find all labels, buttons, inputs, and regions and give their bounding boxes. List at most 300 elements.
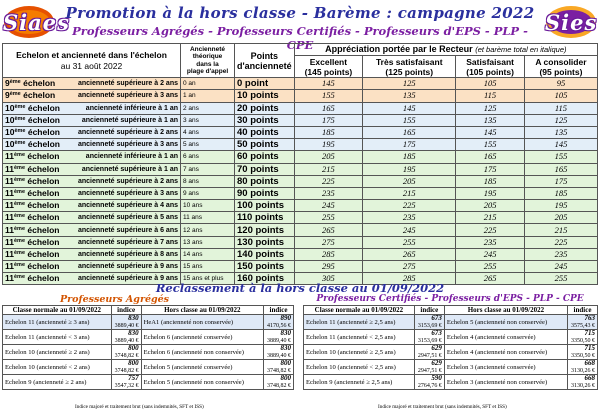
score-tres-satisfaisant: 185 [363,151,456,163]
header-echelon-line2: au 31 août 2022 [60,60,123,71]
echelon-word: échelon [25,175,60,186]
header-appreciation-note: (et barème total en italique) [475,45,567,55]
header-tres-satisfaisant-points: (125 points) [385,66,434,77]
score-tres-satisfaisant: 195 [363,163,456,175]
header-anciennete-line2: théorique [192,53,223,61]
score-a-consolider: 205 [524,212,597,224]
anciennete-cell: 12 ans [181,224,235,236]
indice-cn-cell [111,345,141,360]
score-tres-satisfaisant: 165 [363,126,456,138]
header-echelon [3,44,181,78]
indice-cn-cell [414,345,444,360]
echelon-suffix-sup: ème [14,140,26,147]
table-row [3,236,598,248]
echelon-number: 10 [5,102,15,113]
echelon-cell [3,102,181,114]
echelon-condition: ancienneté supérieure à 9 ans [78,275,178,283]
indice-hc-value: 668 [584,374,595,382]
points-cell: 90 points [235,187,295,199]
score-satisfaisant: 155 [456,139,525,151]
table-row [3,102,598,114]
anciennete-cell: 4 ans [181,126,235,138]
traitement-cn-value: 3547,32 € [114,382,139,389]
indice-hc-value: 830 [280,344,291,352]
points-cell: 80 points [235,175,295,187]
indice-cn-value: 590 [431,374,442,382]
echelon-suffix-sup: ème [14,274,26,281]
score-satisfaisant: 245 [456,248,525,260]
hors-classe-cell: Echelon 4 (ancienneté conservée) [444,330,567,345]
score-excellent: 195 [294,139,363,151]
table-row [3,212,598,224]
traitement-cn-value: 3748,82 € [114,352,139,359]
hors-classe-cell: Echelon 5 (ancienneté non conservée) [444,315,567,330]
echelon-label [5,176,60,186]
traitement-cn-value: 2947,51 € [417,367,442,374]
echelon-number: 11 [5,273,14,284]
header-anciennete-line3: dans la [196,60,219,68]
echelon-number: 11 [5,248,14,259]
indice-cn-cell [111,375,141,390]
echelon-word: échelon [25,114,60,125]
echelon-word: échelon [25,102,60,113]
echelon-number: 11 [5,261,14,272]
echelon-suffix-sup: ème [14,237,26,244]
hors-classe-cell: Echelon 4 (ancienneté non conservée) [444,345,567,360]
score-tres-satisfaisant: 235 [363,212,456,224]
agreges-footnote: Indice majoré et traitement brut (sans indemnités, SFT et ISS) [75,404,204,410]
echelon-word: échelon [25,212,60,223]
header-points [235,44,295,78]
traitement-hc-value: 3130,26 € [571,382,595,389]
header-satisfaisant [456,56,525,78]
indice-cn-value: 800 [128,359,139,367]
score-excellent: 285 [294,248,363,260]
echelon-cell [3,78,181,90]
points-cell: 160 points [235,273,295,285]
echelon-suffix-sup: ème [14,152,26,159]
reclass-row [3,345,294,360]
score-a-consolider: 185 [524,187,597,199]
echelon-condition: ancienneté supérieure à 1 an [81,116,178,124]
reclass-row [3,315,294,330]
echelon-word: échelon [25,224,60,235]
echelon-label [5,164,60,174]
score-a-consolider: 125 [524,114,597,126]
reclassement-title: Reclassement à la hors classe au 01/09/2022 [155,281,445,295]
points-cell: 60 points [235,151,295,163]
anciennete-cell: 2 ans [181,102,235,114]
score-satisfaisant: 115 [456,90,525,102]
echelon-label [5,237,60,247]
score-excellent: 215 [294,163,363,175]
score-a-consolider: 135 [524,126,597,138]
score-excellent: 265 [294,224,363,236]
table-row [3,90,598,102]
traitement-cn-value: 2947,51 € [417,352,442,359]
echelon-condition: ancienneté supérieure à 6 ans [78,226,178,234]
traitement-cn-value: 3889,40 € [114,322,139,329]
echelon-suffix-sup: ème [14,201,26,208]
indice-cn-value: 629 [431,344,442,352]
indice-cn-cell [414,360,444,375]
table-row [3,224,598,236]
points-cell: 40 points [235,126,295,138]
echelon-cell [3,212,181,224]
indice-hc-value: 763 [584,314,595,322]
score-a-consolider: 255 [524,273,597,285]
indice-cn-cell [414,315,444,330]
echelon-word: échelon [20,78,56,89]
table-row [3,163,598,175]
echelon-suffix-sup: ème [14,115,26,122]
echelon-suffix-sup: ème [14,188,26,195]
echelon-cell [3,126,181,138]
bareme-table [2,43,598,285]
certifies-header-indice2: indice [568,306,598,315]
echelon-number: 10 [5,114,15,125]
score-excellent: 235 [294,187,363,199]
score-tres-satisfaisant: 265 [363,248,456,260]
echelon-condition: ancienneté supérieure à 8 ans [78,250,178,258]
header-excellent [294,56,363,78]
echelon-suffix-sup: ème [14,128,26,135]
score-satisfaisant: 235 [456,236,525,248]
echelon-label [5,127,60,137]
table-row [3,248,598,260]
indice-cn-value: 673 [431,314,442,322]
indice-hc-cell [568,330,598,345]
score-tres-satisfaisant: 245 [363,224,456,236]
score-a-consolider: 245 [524,261,597,273]
anciennete-cell: 0 an [181,78,235,90]
score-satisfaisant: 125 [456,102,525,114]
echelon-number: 11 [5,175,14,186]
score-tres-satisfaisant: 125 [363,78,456,90]
indice-hc-cell [264,315,294,330]
echelon-number: 9 [5,90,10,101]
score-tres-satisfaisant: 255 [363,236,456,248]
score-a-consolider: 165 [524,163,597,175]
traitement-cn-value: 2764,76 € [417,382,442,389]
indice-cn-value: 673 [431,329,442,337]
echelon-number: 11 [5,212,14,223]
reclass-row [304,360,598,375]
echelon-suffix-sup: ème [14,103,26,110]
points-cell: 120 points [235,224,295,236]
reclass-row [304,345,598,360]
page-subtitle: Professeurs Agrégés - Professeurs Certifiés - Professeurs d'EPS - PLP - CPE [72,24,528,52]
points-cell: 50 points [235,139,295,151]
hors-classe-cell: Echelon 3 (ancienneté non conservée) [444,375,567,390]
echelon-number: 11 [5,151,14,162]
indice-cn-cell [111,360,141,375]
anciennete-cell: 9 ans [181,187,235,199]
certifies-header-hc: Hors classe au 01/09/2022 [444,306,567,315]
echelon-label [5,225,60,235]
page-title: Promotion à la hors classe - Barème : campagne 2022 [65,4,535,22]
echelon-condition: ancienneté supérieure à 2 ans [78,80,178,88]
echelon-condition: ancienneté supérieure à 4 ans [78,202,178,210]
classe-normale-cell: Echelon 9 (ancienneté ≥ 2,5 ans) [304,375,415,390]
points-cell: 0 point [235,78,295,90]
traitement-hc-value: 3889,40 € [267,352,291,359]
traitement-hc-value: 3748,82 € [267,367,291,374]
bareme-body [3,78,598,285]
echelon-cell [3,200,181,212]
header-anciennete-line1: Ancienneté [189,45,226,53]
score-a-consolider: 175 [524,175,597,187]
table-row [3,175,598,187]
score-a-consolider: 145 [524,139,597,151]
indice-hc-cell [568,360,598,375]
indice-hc-value: 830 [280,329,291,337]
points-cell: 130 points [235,236,295,248]
header-satisfaisant-points: (105 points) [466,66,514,77]
indice-cn-cell [414,330,444,345]
echelon-word: échelon [25,187,60,198]
indice-cn-value: 830 [128,314,139,322]
score-excellent: 245 [294,200,363,212]
score-satisfaisant: 105 [456,78,525,90]
echelon-suffix-sup: ème [14,249,26,256]
table-row [3,126,598,138]
echelon-label [5,261,60,271]
anciennete-cell: 5 ans [181,139,235,151]
score-satisfaisant: 215 [456,212,525,224]
header-excellent-points: (145 points) [304,66,353,77]
score-satisfaisant: 165 [456,151,525,163]
score-satisfaisant: 195 [456,187,525,199]
siaes-logo-text: Siaes [3,10,70,35]
traitement-hc-value: 3575,43 € [571,322,595,329]
echelon-label [5,78,55,88]
points-cell: 10 points [235,90,295,102]
reclassement-agreges-table [2,305,294,390]
classe-normale-cell: Echelon 9 (ancienneté ≥ 2 ans) [3,375,112,390]
table-row [3,78,598,90]
echelon-cell [3,139,181,151]
header-anciennete [181,44,235,78]
echelon-suffix-sup: ème [9,91,21,98]
score-satisfaisant: 265 [456,273,525,285]
anciennete-cell: 7 ans [181,163,235,175]
anciennete-cell: 13 ans [181,236,235,248]
hors-classe-cell: Echelon 6 (ancienneté conservée) [141,330,263,345]
header-appreciation-label: Appréciation portée par le Recteur [325,44,473,55]
indice-hc-value: 668 [584,359,595,367]
table-row [3,114,598,126]
reclass-row [304,375,598,390]
header-echelon-line1: Echelon et ancienneté dans l'échelon [16,49,167,60]
score-tres-satisfaisant: 285 [363,273,456,285]
echelon-cell [3,163,181,175]
score-excellent: 155 [294,90,363,102]
reclass-row [304,315,598,330]
traitement-hc-value: 3748,82 € [267,382,291,389]
indice-hc-cell [568,375,598,390]
certifies-header-indice1: indice [414,306,444,315]
echelon-cell [3,151,181,163]
anciennete-cell: 3 ans [181,114,235,126]
sies-logo-text: Sies [545,10,598,35]
score-satisfaisant: 135 [456,114,525,126]
echelon-word: échelon [20,90,56,101]
reclass-row [3,360,294,375]
traitement-hc-value: 3350,50 € [571,337,595,344]
score-satisfaisant: 225 [456,224,525,236]
traitement-cn-value: 3153,69 € [417,337,442,344]
score-tres-satisfaisant: 145 [363,102,456,114]
reclass-row [3,330,294,345]
hors-classe-cell: Echelon 5 (ancienneté conservée) [141,360,263,375]
score-tres-satisfaisant: 155 [363,114,456,126]
reclass-row [304,330,598,345]
echelon-label [5,188,60,198]
table-row [3,139,598,151]
score-satisfaisant: 205 [456,200,525,212]
indice-cn-value: 629 [431,359,442,367]
traitement-hc-value: 3889,40 € [267,337,291,344]
score-a-consolider: 195 [524,200,597,212]
agreges-table-body [3,315,294,390]
echelon-cell [3,261,181,273]
hors-classe-cell: HeA1 (ancienneté non conservée) [141,315,263,330]
echelon-label [5,200,60,210]
agreges-header-indice2: indice [264,306,294,315]
score-a-consolider: 225 [524,236,597,248]
anciennete-cell: 14 ans [181,248,235,260]
echelon-cell [3,175,181,187]
echelon-cell [3,248,181,260]
table-row [3,261,598,273]
header-a-consolider-points: (95 points) [539,66,583,77]
indice-cn-value: 800 [128,344,139,352]
echelon-label [5,103,60,113]
echelon-number: 11 [5,236,14,247]
sies-logo [545,4,597,40]
agreges-header-hc: Hors classe au 01/09/2022 [141,306,263,315]
traitement-hc-value: 4170,56 € [267,322,291,329]
anciennete-cell: 15 ans [181,261,235,273]
echelon-condition: ancienneté supérieure à 3 ans [78,189,178,197]
indice-hc-value: 890 [280,314,291,322]
classe-normale-cell: Echelon 11 (ancienneté ≥ 2,5 ans) [304,315,415,330]
classe-normale-cell: Echelon 11 (ancienneté < 2,5 ans) [304,330,415,345]
score-a-consolider: 155 [524,151,597,163]
header-a-consolider-label: A consolider [535,56,587,67]
echelon-suffix-sup: ème [9,79,21,86]
hors-classe-cell: Echelon 3 (ancienneté conservée) [444,360,567,375]
echelon-suffix-sup: ème [14,164,26,171]
indice-hc-cell [568,345,598,360]
indice-hc-value: 715 [584,344,595,352]
echelon-label [5,212,60,222]
indice-hc-value: 715 [584,329,595,337]
indice-cn-value: 830 [128,329,139,337]
anciennete-cell: 1 an [181,90,235,102]
indice-cn-cell [111,315,141,330]
header-a-consolider [524,56,597,78]
header-anciennete-line4: plage d'appel [186,68,229,76]
certifies-table-body [304,315,598,390]
echelon-label [5,151,60,161]
score-excellent: 275 [294,236,363,248]
indice-hc-value: 800 [280,359,291,367]
echelon-word: échelon [25,273,60,284]
classe-normale-cell: Echelon 10 (ancienneté < 2,5 ans) [304,360,415,375]
echelon-condition: ancienneté supérieure à 3 ans [78,141,178,149]
traitement-cn-value: 3153,69 € [417,322,442,329]
echelon-cell [3,236,181,248]
anciennete-cell: 11 ans [181,212,235,224]
table-row [3,187,598,199]
points-cell: 20 points [235,102,295,114]
header-tres-satisfaisant [363,56,456,78]
score-a-consolider: 235 [524,248,597,260]
echelon-word: échelon [25,139,60,150]
echelon-suffix-sup: ème [14,213,26,220]
score-excellent: 145 [294,78,363,90]
score-a-consolider: 95 [524,78,597,90]
traitement-hc-value: 3350,50 € [571,352,595,359]
score-satisfaisant: 145 [456,126,525,138]
score-a-consolider: 105 [524,90,597,102]
hors-classe-cell: Echelon 6 (ancienneté non conservée) [141,345,263,360]
points-cell: 30 points [235,114,295,126]
echelon-cell [3,114,181,126]
indice-hc-value: 800 [280,374,291,382]
score-excellent: 225 [294,175,363,187]
score-excellent: 295 [294,261,363,273]
echelon-suffix-sup: ème [14,262,26,269]
indice-hc-cell [264,375,294,390]
score-excellent: 255 [294,212,363,224]
points-cell: 140 points [235,248,295,260]
score-a-consolider: 115 [524,102,597,114]
echelon-word: échelon [25,248,60,259]
classe-normale-cell: Echelon 10 (ancienneté ≥ 2,5 ans) [304,345,415,360]
certifies-footnote: Indice majoré et traitement brut (sans indemnités, SFT et ISS) [378,404,507,410]
echelon-cell [3,224,181,236]
indice-cn-cell [414,375,444,390]
reclassement-certifies-title: Professeurs Certifiés - Professeurs d'EPS - PLP - CPE [316,294,584,304]
indice-hc-cell [264,360,294,375]
echelon-word: échelon [25,236,60,247]
score-tres-satisfaisant: 135 [363,90,456,102]
echelon-condition: ancienneté inférieure à 1 an [85,153,178,161]
score-tres-satisfaisant: 225 [363,200,456,212]
siaes-logo [3,4,70,40]
score-excellent: 165 [294,102,363,114]
indice-hc-cell [568,315,598,330]
classe-normale-cell: Echelon 10 (ancienneté < 2 ans) [3,360,112,375]
echelon-condition: ancienneté inférieure à 1 an [85,104,178,112]
header-tres-satisfaisant-label: Très satisfaisant [375,56,443,67]
echelon-word: échelon [25,151,60,162]
echelon-number: 9 [5,78,10,89]
header-points-line2: d'ancienneté [237,60,292,71]
echelon-number: 10 [5,139,15,150]
score-tres-satisfaisant: 215 [363,187,456,199]
table-row [3,151,598,163]
echelon-suffix-sup: ème [14,176,26,183]
score-excellent: 305 [294,273,363,285]
points-cell: 150 points [235,261,295,273]
echelon-label [5,139,60,149]
echelon-condition: ancienneté supérieure à 5 ans [78,214,178,222]
score-excellent: 175 [294,114,363,126]
